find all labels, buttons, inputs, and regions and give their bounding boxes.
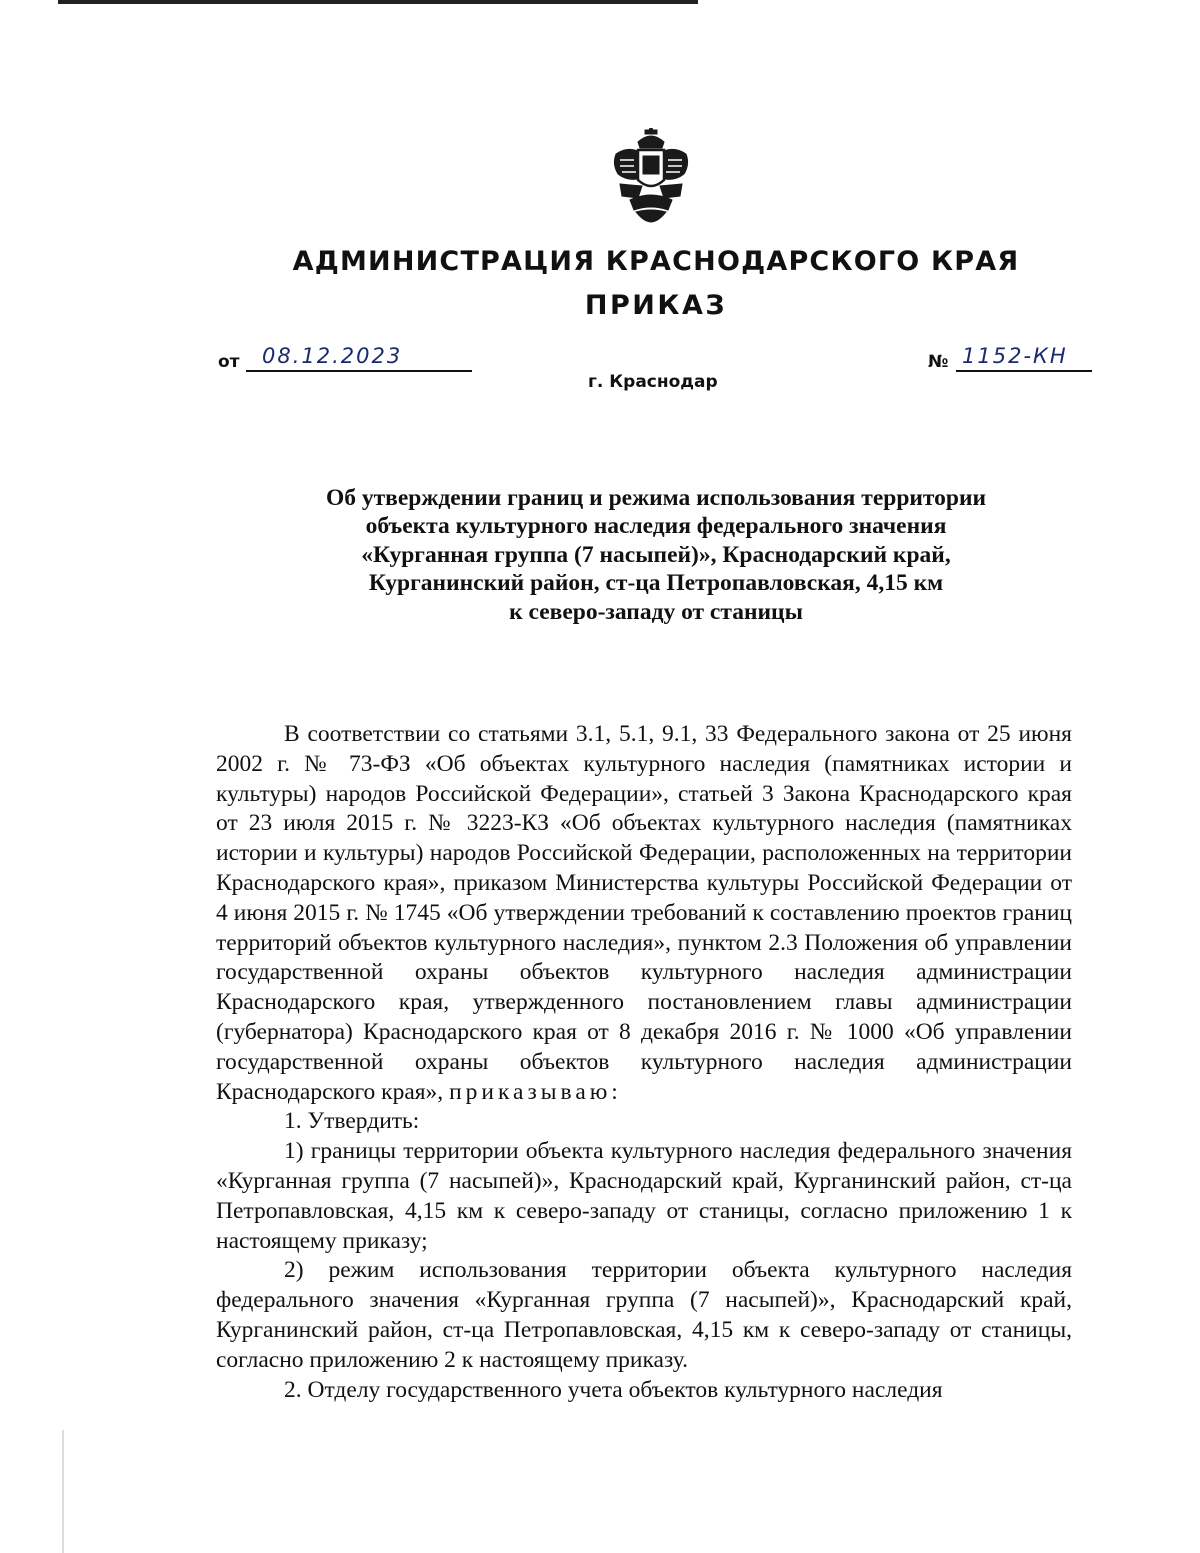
organization-name: АДМИНИСТРАЦИЯ КРАСНОДАРСКОГО КРАЯ xyxy=(292,246,1020,277)
title-line: объекта культурного наследия федерального значения xyxy=(365,513,947,540)
item-1-1: 1) границы территории объекта культурного наследия федерального значения «Курганная группа (7 насыпей)», Краснодарский край, Курганинский район, ст-ца Петропавловская, 4,15 км к северо-западу от станицы, согласно приложению 1 к настоящему приказу; xyxy=(216,1138,1072,1254)
title-line: «Курганная группа (7 насыпей)», Краснодарский край, xyxy=(361,541,951,568)
scan-edge-left xyxy=(62,1430,64,1553)
number-value: 1152-КН xyxy=(962,344,1068,368)
city: г. Краснодар xyxy=(588,372,718,392)
preamble-paragraph xyxy=(216,720,1072,1107)
item-1-2: 2) режим использования территории объекта культурного наследия федерального значения «Курганная группа (7 насыпей)», Краснодарский край, Курганинский район, ст-ца Петропавловская, 4,15 км к северо-западу от станицы, согласно приложению 2 к настоящему приказу. xyxy=(216,1257,1072,1373)
preamble-text: В соответствии со статьями 3.1, 5.1, 9.1, 33 Федерального закона от 25 июня 2002 г. № 73-ФЗ «Об объектах культурного наследия (памятниках истории и культуры) народов Российской Федерации», статьей 3 Закона Краснодарского края от 23 июля 2015 г. № 3223-КЗ «Об объектах культурного наследия (памятниках истории и культуры) народов Российской Федерации, расположенных на территории Краснодарского края», приказом Министерства культуры Российской Федерации от 4 июня 2015 г. № 1745 «Об утверждении требований к составлению проектов границ территорий объектов культурного наследия», пунктом 2.3 Положения об управлении государственной охраны объектов культурного наследия администрации Краснодарского края, утвержденного постановлением главы администрации (губернатора) Краснодарского края от 8 декабря 2016 г. № 1000 «Об управлении государственной охраны объектов культурного наследия администрации Краснодарского края», xyxy=(216,721,1072,1105)
date-label: от xyxy=(218,352,240,372)
document-type: ПРИКАЗ xyxy=(584,290,728,321)
number-underline xyxy=(956,370,1092,372)
coat-of-arms-emblem xyxy=(608,128,694,224)
item-2: 2. Отделу государственного учета объектов культурного наследия xyxy=(284,1376,943,1403)
title-line: к северо-западу от станицы xyxy=(509,598,803,625)
order-word: приказываю: xyxy=(449,1078,622,1105)
title-line: Курганинский район, ст-ца Петропавловская, 4,15 км xyxy=(368,570,944,597)
item-1: 1. Утвердить: xyxy=(284,1108,420,1135)
date-underline xyxy=(246,370,472,372)
title-line: Об утверждении границ и режима использования территории xyxy=(325,485,987,511)
date-value: 08.12.2023 xyxy=(262,344,403,368)
scan-edge-top xyxy=(58,0,698,4)
document-body xyxy=(216,720,1072,1405)
number-label: № xyxy=(928,352,949,372)
document-title xyxy=(240,484,1072,626)
